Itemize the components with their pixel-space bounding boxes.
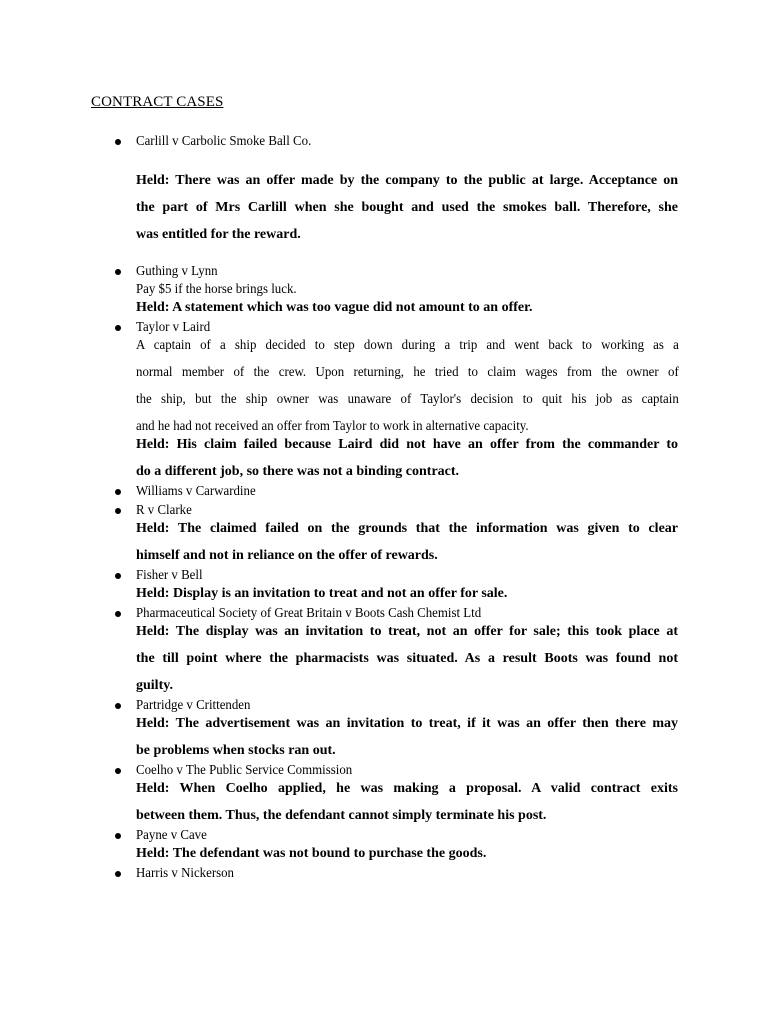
case-item — [136, 483, 678, 501]
bullet-icon — [115, 139, 121, 145]
facts-line: A captain of a ship decided to step down during a trip and went back to working as a — [136, 338, 679, 353]
case-name: Pharmaceutical Society of Great Britain v Boots Cash Chemist Ltd — [136, 606, 482, 621]
held-line: Held: The claimed failed on the grounds that the information was given to clear — [136, 521, 678, 536]
facts-line: the ship, but the ship owner was unaware of Taylor's decision to quit his job as captain — [136, 392, 679, 407]
case-name: Coelho v The Public Service Commission — [136, 763, 353, 778]
held-line: the till point where the pharmacists was situated. As a result Boots was found not — [136, 651, 678, 666]
held-line: between them. Thus, the defendant cannot simply terminate his post. — [136, 808, 547, 823]
bullet-icon — [115, 611, 121, 617]
page-title: CONTRACT CASES — [91, 94, 224, 110]
bullet-icon — [115, 325, 121, 331]
case-item — [136, 865, 678, 883]
bullet-icon — [115, 508, 121, 514]
held-line: Held: His claim failed because Laird did not have an offer from the commander to — [136, 437, 678, 452]
case-item — [136, 697, 678, 760]
case-name: R v Clarke — [136, 503, 192, 518]
case-item — [136, 567, 678, 603]
case-name: Payne v Cave — [136, 828, 207, 843]
case-name: Harris v Nickerson — [136, 866, 235, 881]
facts-line: normal member of the crew. Upon returning, he tried to claim wages from the owner of — [136, 365, 679, 380]
case-held — [136, 172, 678, 244]
bullet-icon — [115, 573, 121, 579]
held-line: the part of Mrs Carlill when she bought and used the smokes ball. Therefore, she — [136, 200, 678, 215]
held-line: was entitled for the reward. — [136, 227, 301, 242]
case-name: Taylor v Laird — [136, 320, 211, 335]
case-name: Partridge v Crittenden — [136, 698, 251, 713]
held-line: be problems when stocks ran out. — [136, 743, 336, 758]
held-line: Held: There was an offer made by the company to the public at large. Acceptance on — [136, 173, 678, 188]
held-line: Held: The display was an invitation to treat, not an offer for sale; this took place at — [136, 624, 678, 639]
bullet-icon — [115, 871, 121, 877]
case-item — [136, 319, 678, 481]
bullet-icon — [115, 768, 121, 774]
held-line: guilty. — [136, 678, 173, 693]
case-item — [136, 502, 678, 565]
case-item — [136, 605, 678, 695]
case-name: Fisher v Bell — [136, 568, 203, 583]
facts-line: and he had not received an offer from Taylor to work in alternative capacity. — [136, 419, 529, 434]
case-item — [136, 263, 678, 317]
case-item — [136, 827, 678, 863]
bullet-icon — [115, 269, 121, 275]
bullet-icon — [115, 703, 121, 709]
case-facts: Pay $5 if the horse brings luck. — [136, 282, 297, 297]
case-held: Held: The defendant was not bound to purchase the goods. — [136, 846, 487, 861]
case-item — [136, 762, 678, 825]
held-line: himself and not in reliance on the offer of rewards. — [136, 548, 438, 563]
case-item — [136, 133, 678, 151]
bullet-icon — [115, 833, 121, 839]
case-held: Held: Display is an invitation to treat and not an offer for sale. — [136, 586, 508, 601]
case-name: Guthing v Lynn — [136, 264, 218, 279]
bullet-icon — [115, 489, 121, 495]
case-name: Williams v Carwardine — [136, 484, 256, 499]
held-line: Held: When Coelho applied, he was making a proposal. A valid contract exits — [136, 781, 678, 796]
case-name: Carlill v Carbolic Smoke Ball Co. — [136, 134, 312, 149]
case-held: Held: A statement which was too vague did not amount to an offer. — [136, 300, 533, 315]
held-line: do a different job, so there was not a binding contract. — [136, 464, 460, 479]
held-line: Held: The advertisement was an invitation to treat, if it was an offer then there may — [136, 716, 678, 731]
